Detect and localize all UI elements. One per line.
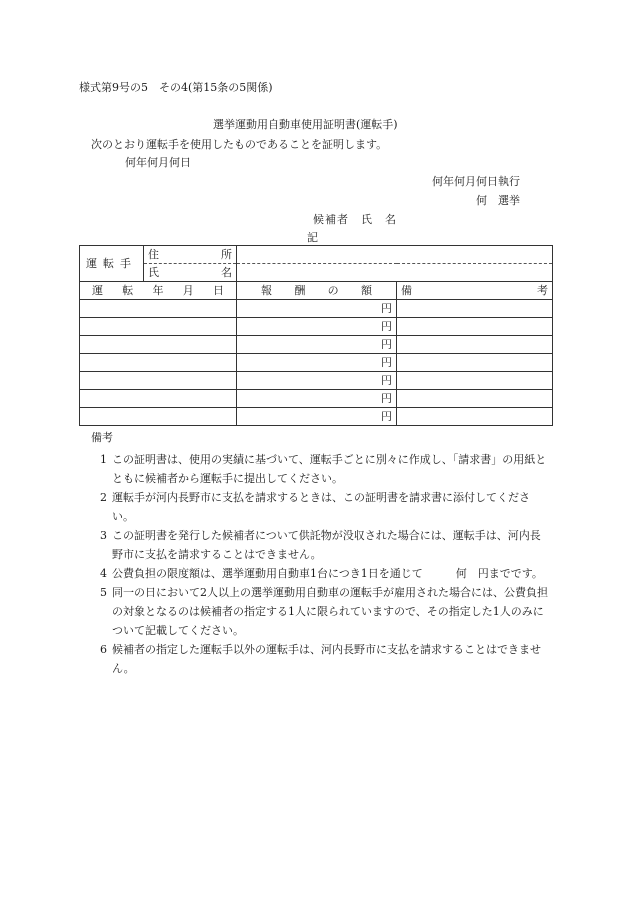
address-value[interactable] [237,246,553,264]
note-item [100,583,548,640]
note-text: 同一の日において2人以上の選挙運動用自動車の運転手が雇用された場合には、公費負担の対象となるのは候補者の指定する1人に限られていますので、その指定した1人のみについて記載してください。 [112,586,548,637]
form-number: 様式第9号の5 その4(第15条の5関係) [79,81,273,94]
driver-label: 運転手 [80,246,144,282]
name-value[interactable] [237,264,553,282]
note-text: 候補者の指定した運転手以外の運転手は、河内長野市に支払を請求することはできません。 [112,643,541,675]
drive-date-cell[interactable] [80,336,237,354]
note-text: この証明書は、使用の実績に基づいて、運転手ごとに別々に作成し、「請求書」の用紙とともに候補者から運転手に提出してください。 [112,453,547,485]
pay-amount-cell[interactable]: 円 [237,372,397,390]
remarks-cell[interactable] [397,390,553,408]
table-row [80,390,553,408]
table-row [80,372,553,390]
ki-mark: 記 [307,231,318,244]
note-number: 2 [100,491,107,504]
table-row [80,318,553,336]
note-number: 5 [100,586,107,599]
pay-amount-cell[interactable]: 円 [237,318,397,336]
note-text: この証明書を発行した候補者について供託物が没収された場合には、運転手は、河内長野市に支払を請求することはできません。 [112,529,541,561]
note-item [100,640,548,678]
drive-date-cell[interactable] [80,318,237,336]
remarks-cell[interactable] [397,408,553,426]
header-drive-date: 運 転 年 月 日 [80,282,237,300]
remarks-cell[interactable] [397,318,553,336]
header-pay: 報 酬 の 額 [237,282,397,300]
note-number: 6 [100,643,107,656]
election-name: 何 選挙 [476,194,520,207]
table-row [80,408,553,426]
note-item [100,526,548,564]
remarks-cell[interactable] [397,372,553,390]
notes-list [100,450,548,678]
pay-amount-cell[interactable]: 円 [237,300,397,318]
note-item [100,564,548,583]
issue-date: 何年何月何日 [125,156,191,169]
note-text: 運転手が河内長野市に支払を請求するときは、この証明書を請求書に添付してください。 [112,491,530,523]
table-row [80,336,553,354]
notes-heading: 備考 [91,431,113,444]
note-text: 公費負担の限度額は、選挙運動用自動車1台につき1日を通じて 何 円までです。 [112,567,543,580]
drive-date-cell[interactable] [80,408,237,426]
document-title: 選挙運動用自動車使用証明書(運転手) [213,118,398,131]
pay-amount-cell[interactable]: 円 [237,390,397,408]
drive-date-cell[interactable] [80,300,237,318]
remarks-cell[interactable] [397,300,553,318]
note-number: 4 [100,567,107,580]
note-number: 3 [100,529,107,542]
intro-text: 次のとおり運転手を使用したものであることを証明します。 [91,138,388,151]
candidate-name: 候補者 氏 名 [313,213,397,226]
pay-amount-cell[interactable]: 円 [237,408,397,426]
drive-date-cell[interactable] [80,354,237,372]
name-label: 氏 名 [144,264,237,282]
driver-table [79,245,553,426]
execution-date: 何年何月何日執行 [432,175,520,188]
pay-amount-cell[interactable]: 円 [237,336,397,354]
address-label: 住 所 [144,246,237,264]
drive-date-cell[interactable] [80,390,237,408]
note-item [100,488,548,526]
drive-date-cell[interactable] [80,372,237,390]
table-row [80,354,553,372]
table-row [80,300,553,318]
note-item [100,450,548,488]
note-number: 1 [100,453,107,466]
header-remarks: 備 考 [397,282,553,300]
remarks-cell[interactable] [397,354,553,372]
pay-amount-cell[interactable]: 円 [237,354,397,372]
remarks-cell[interactable] [397,336,553,354]
